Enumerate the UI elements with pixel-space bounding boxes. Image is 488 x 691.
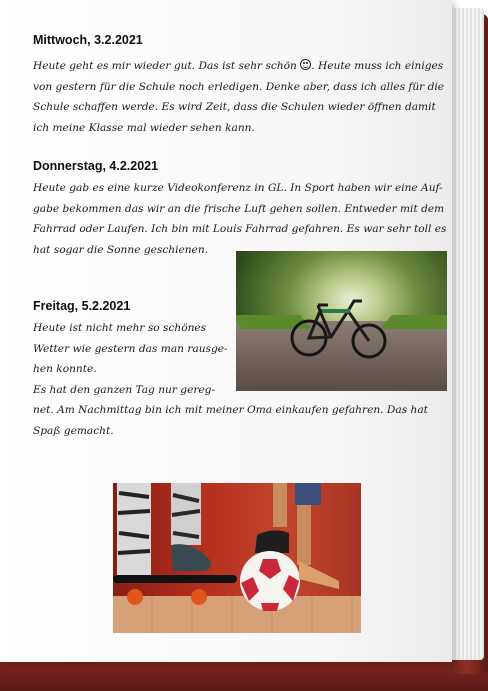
entry-line: ich meine Klasse mal wieder sehen kann. (33, 121, 255, 134)
entry-date-heading: Freitag, 5.2.2021 (33, 299, 131, 313)
entry-date-heading: Donnerstag, 4.2.2021 (33, 159, 159, 173)
smiley-icon (300, 59, 311, 70)
entry-line: Heute geht es mir wieder gut. Das ist sehr schön . Heute muss ich einiges (33, 60, 444, 72)
entry-line: Wetter wie gestern das man rausge- (33, 342, 228, 355)
entry-line: hat sogar die Sonne geschienen. (33, 243, 209, 256)
entry-date-heading: Mittwoch, 3.2.2021 (33, 33, 143, 47)
entry-line: Heute gab es eine kurze Videokonferenz in GL. In Sport haben wir eine Auf- (33, 182, 443, 194)
entry-line: Heute ist nicht mehr so schönes (33, 322, 207, 334)
entry-line: Schule schaffen werde. Es wird Zeit, dass die Schulen wieder öffnen damit (33, 101, 436, 113)
entry-line: hen konnte. (33, 363, 97, 375)
entry-line: gabe bekommen das wir an die frische Luft gehen sollen. Entweder mit dem (33, 202, 445, 215)
entry-text (33, 318, 428, 441)
entry-line: Es hat den ganzen Tag nur gereg- (33, 383, 216, 396)
entry-line: von gestern für die Schule noch erledigen. Denke aber, dass ich alles für die (33, 80, 445, 93)
football-photo (113, 483, 361, 633)
football-scene-icon (113, 483, 361, 633)
entry-line: Spaß gemacht. (33, 424, 114, 437)
entry-line: net. Am Nachmittag bin ich mit meiner Oma einkaufen gefahren. Das hat (33, 404, 428, 416)
entry-line: Fahrrad oder Laufen. Ich bin mit Louis Fahrrad gefahren. Es war sehr toll es (33, 223, 447, 235)
entry-text (33, 178, 446, 260)
entry-text (33, 56, 444, 138)
